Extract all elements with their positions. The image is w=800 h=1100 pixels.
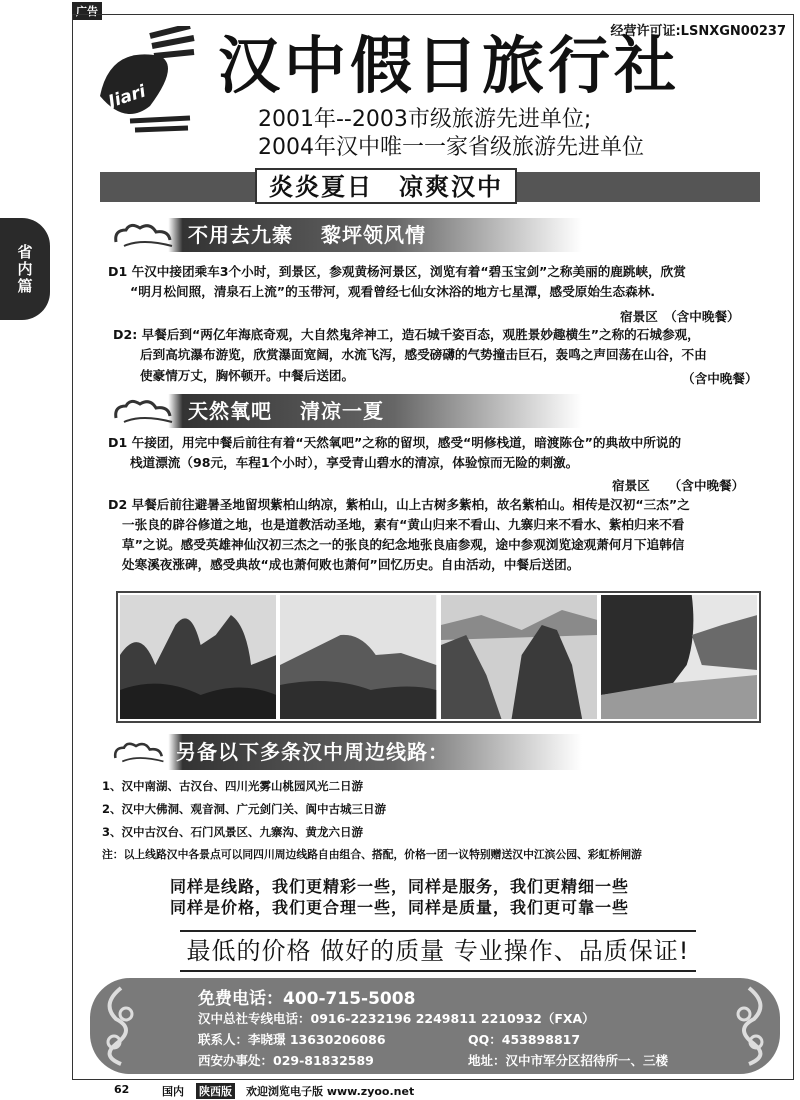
xian-office: 西安办事处：029-81832589 bbox=[198, 1053, 374, 1068]
contact-panel bbox=[90, 978, 780, 1074]
photo-mountain-meadow bbox=[280, 595, 436, 719]
side-tab-province: 省内篇 bbox=[0, 218, 50, 320]
cloud-ornament-icon bbox=[724, 984, 774, 1068]
cloud-ornament-icon bbox=[112, 396, 182, 426]
section2-header bbox=[112, 394, 582, 428]
slogan-1: 同样是线路，我们更精彩一些，同样是服务，我们更精细一些 bbox=[170, 877, 630, 896]
footer-region: 国内 bbox=[162, 1085, 184, 1098]
footer-site: 欢迎浏览电子版 www.zyoo.net bbox=[246, 1085, 415, 1098]
hq-phone: 汉中总社专线电话：0916-2232196 2249811 2210932（FXA） bbox=[198, 1011, 595, 1026]
photo-strip bbox=[116, 591, 761, 723]
s2-line-5: 草”之说。感受英雄神仙汉初三杰之一的张良的纪念地张良庙参观，途中参观浏览途观萧何月下追韩信 bbox=[122, 537, 685, 552]
slogan-2: 同样是价格，我们更合理一些，同样是质量，我们更可靠一些 bbox=[170, 898, 630, 917]
ad-tag: 广告 bbox=[72, 2, 102, 20]
section1-title: 不用去九寨 bbox=[188, 223, 293, 247]
s2-line-1: D1 午接团，用完中餐后前往有着“天然氧吧”之称的留坝，感受“明修栈道，暗渡陈仓”的典故中所说的 bbox=[108, 435, 682, 450]
hotline: 免费电话：400-715-5008 bbox=[198, 989, 416, 1009]
photo-cliff-road-river bbox=[601, 595, 757, 719]
footer-badge: 陕西版 bbox=[196, 1083, 235, 1099]
s1-line-4: 后到高坑瀑布游览，欣赏瀑面宽阔，水流飞泻，感受磅礴的气势撞击巨石，轰鸣之声回荡在山谷，不由 bbox=[140, 347, 707, 362]
routes-header bbox=[112, 734, 582, 770]
s1-line-5: 使豪情万丈，胸怀顿开。中餐后送团。 bbox=[140, 368, 355, 383]
section2-title: 天然氧吧 bbox=[188, 399, 272, 423]
s2-stay: 宿景区 （含中晚餐） bbox=[612, 478, 745, 493]
s2-line-6: 处寒溪夜涨碑，感受典故“成也萧何败也萧何”回忆历史。自由活动，中餐后送团。 bbox=[122, 557, 580, 572]
s1-line-3: D2: 早餐后到“两亿年海底奇观，大自然鬼斧神工，造石城千姿百态，观胜景妙趣横生”之称的石城参观， bbox=[113, 327, 700, 342]
quality-motto: 最低的价格 做好的质量 专业操作、品质保证! bbox=[180, 930, 696, 972]
route-note: 注：以上线路汉中各景点可以同四川周边线路自由组合、搭配，价格一团一议特别赠送汉中江滨公园、彩虹桥闸游 bbox=[102, 848, 642, 861]
cloud-ornament-icon bbox=[112, 737, 172, 767]
page-number: 62 bbox=[114, 1083, 130, 1096]
photo-rock-peaks bbox=[120, 595, 276, 719]
section1-header bbox=[112, 218, 582, 252]
s2-line-2: 栈道漂流（98元，车程1个小时），享受青山碧水的清凉，体验惊而无险的刺激。 bbox=[130, 455, 579, 470]
s1-stay-1: 宿景区 （含中晚餐） bbox=[620, 309, 740, 324]
section2-subtitle: 清凉一夏 bbox=[300, 399, 384, 423]
s2-line-4: 一张良的辟谷修道之地，也是道教活动圣地，素有“黄山归来不看山、九寨归来不看水、紫柏归来不看 bbox=[122, 517, 685, 532]
logo-icon bbox=[90, 26, 195, 136]
photo-canyon-cliffs bbox=[441, 595, 597, 719]
s1-stay-2: （含中晚餐） bbox=[682, 371, 758, 386]
logo-text: Jiari bbox=[105, 81, 149, 113]
award-line-2: 2004年汉中唯一一家省级旅游先进单位 bbox=[258, 135, 644, 160]
cloud-ornament-icon bbox=[112, 220, 182, 250]
route-item: 3、汉中古汉台、石门风景区、九寨沟、黄龙六日游 bbox=[102, 825, 363, 839]
license-number: 经营许可证:LSNXGN00237 bbox=[610, 24, 786, 39]
cloud-ornament-icon bbox=[96, 984, 146, 1068]
award-line-1: 2001年--2003市级旅游先进单位; bbox=[258, 107, 592, 132]
agency-name: 汉中假日旅行社 bbox=[218, 29, 681, 102]
route-item: 2、汉中大佛洞、观音洞、广元剑门关、阆中古城三日游 bbox=[102, 802, 386, 816]
routes-title: 另备以下多条汉中周边线路： bbox=[176, 740, 449, 764]
banner-title: 炎炎夏日 凉爽汉中 bbox=[255, 168, 517, 204]
contact-person: 联系人：李晓璟 13630206086 bbox=[198, 1032, 386, 1047]
route-item: 1、汉中南湖、古汉台、四川光雾山桃园风光二日游 bbox=[102, 779, 363, 793]
contact-qq: QQ：453898817 bbox=[468, 1032, 581, 1047]
section1-subtitle: 黎坪领风情 bbox=[321, 223, 426, 247]
address: 地址：汉中市军分区招待所一、三楼 bbox=[468, 1053, 669, 1068]
s2-line-3: D2 早餐后前往避暑圣地留坝紫柏山纳凉，紫柏山，山上古树多紫柏，故名紫柏山。相传是汉初“三杰”之 bbox=[108, 497, 690, 512]
s1-line-2: “明月松间照，清泉石上流”的玉带河，观看曾经七仙女沐浴的地方七星潭，感受原始生态森林. bbox=[130, 284, 656, 299]
s1-line-1: D1 午汉中接团乘车3个小时，到景区，参观黄杨河景区，浏览有着“碧玉宝剑”之称美丽的鹿跳峡，欣赏 bbox=[108, 264, 686, 279]
